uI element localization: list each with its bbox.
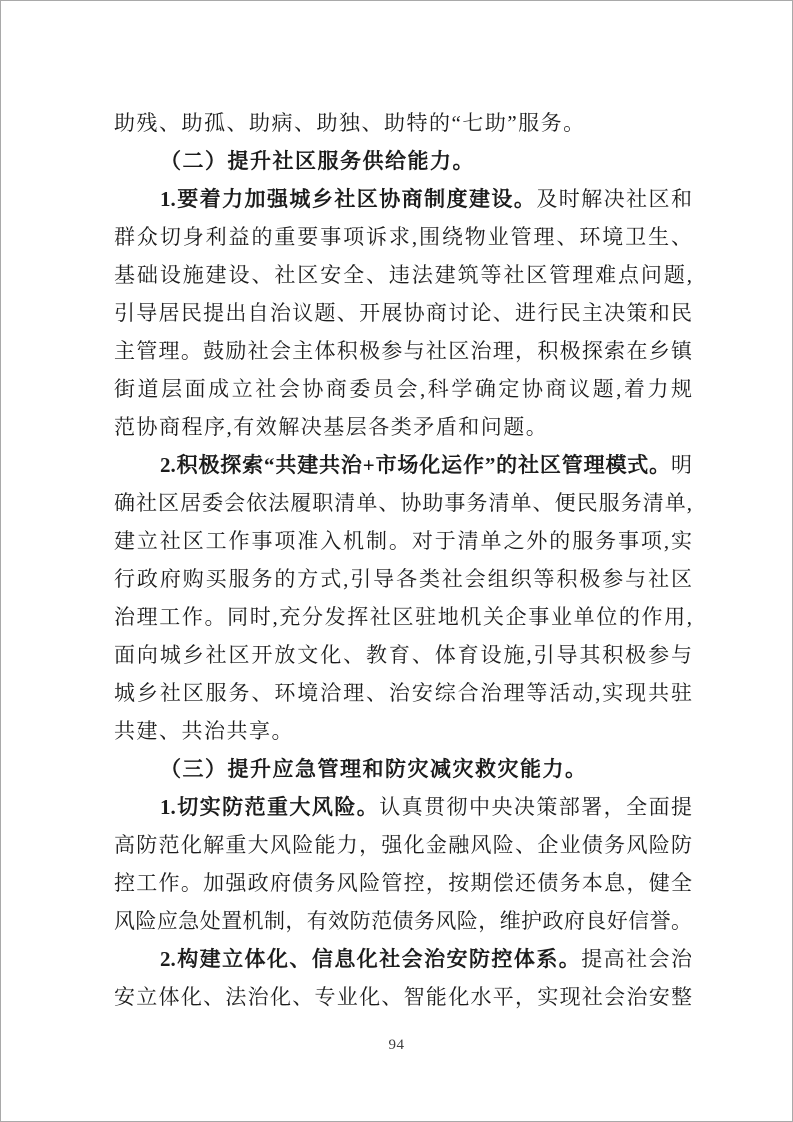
body-line [114, 180, 692, 218]
text-run: 引导居民提出自治议题、开展协商讨论、进行民主决策和民 [114, 301, 692, 325]
text-run-bold: 1.要着力加强城乡社区协商制度建设。 [160, 187, 537, 211]
body-line [114, 294, 692, 332]
body-line [114, 560, 692, 598]
text-block [114, 104, 692, 1016]
text-run: 安立体化、法治化、专业化、智能化水平，实现社会治安整 [114, 985, 692, 1009]
body-line [114, 370, 692, 408]
body-line [114, 522, 692, 560]
body-line [114, 674, 692, 712]
body-line [114, 788, 692, 826]
text-run: 确社区居委会依法履职清单、协助事务清单、便民服务清单, [114, 491, 692, 515]
text-run: 治理工作。同时,充分发挥社区驻地机关企事业单位的作用, [114, 605, 692, 629]
body-line [114, 636, 692, 674]
text-run: 共建、共治共享。 [114, 719, 294, 743]
body-line [114, 104, 692, 142]
text-run: 明 [671, 453, 692, 477]
body-line [114, 826, 692, 864]
text-run-bold: 2.积极探索“共建共治+市场化运作”的社区管理模式。 [160, 453, 671, 477]
body-line [114, 940, 692, 978]
text-run: 群众切身利益的重要事项诉求,围绕物业管理、环境卫生、 [114, 225, 692, 249]
body-line [114, 978, 692, 1016]
text-run-bold: （二）提升社区服务供给能力。 [160, 149, 475, 173]
body-line [114, 864, 692, 902]
text-run: 提高社会治 [581, 947, 693, 971]
body-line [114, 218, 692, 256]
text-run: 助残、助孤、助病、助独、助特的“七助”服务。 [114, 111, 586, 135]
body-line [114, 902, 692, 940]
text-run: 面向城乡社区开放文化、教育、体育设施,引导其积极参与 [114, 643, 692, 667]
text-run: 主管理。鼓励社会主体积极参与社区治理，积极探索在乡镇 [114, 339, 692, 363]
body-line [114, 256, 692, 294]
text-run: 基础设施建设、社区安全、违法建筑等社区管理难点问题, [114, 263, 692, 287]
text-run-bold: 1.切实防范重大风险。 [160, 795, 380, 819]
text-run-bold: 2.构建立体化、信息化社会治安防控体系。 [160, 947, 582, 971]
text-run: 建立社区工作事项准入机制。对于清单之外的服务事项,实 [114, 529, 692, 553]
body-line [114, 712, 692, 750]
body-line [114, 446, 692, 484]
text-run: 认真贯彻中央决策部署，全面提 [379, 795, 693, 819]
text-run: 街道层面成立社会协商委员会,科学确定协商议题,着力规 [114, 377, 692, 401]
body-line [114, 484, 692, 522]
text-run: 城乡社区服务、环境洽理、治安综合治理等活动,实现共驻 [114, 681, 692, 705]
text-run-bold: （三）提升应急管理和防灾减灾救灾能力。 [160, 757, 588, 781]
text-run: 行政府购买服务的方式,引导各类社会组织等积极参与社区 [114, 567, 692, 591]
text-run: 高防范化解重大风险能力，强化金融风险、企业债务风险防 [114, 833, 692, 857]
text-run: 及时解决社区和 [536, 187, 693, 211]
page-number: 94 [388, 1037, 405, 1053]
text-run: 范协商程序,有效解决基层各类矛盾和问题。 [114, 415, 549, 439]
section-heading [114, 750, 692, 788]
text-run: 控工作。加强政府债务风险管控，按期偿还债务本息，健全 [114, 871, 692, 895]
body-line [114, 332, 692, 370]
body-line [114, 408, 692, 446]
section-heading [114, 142, 692, 180]
text-run: 风险应急处置机制，有效防范债务风险，维护政府良好信誉。 [114, 909, 692, 933]
body-line [114, 598, 692, 636]
